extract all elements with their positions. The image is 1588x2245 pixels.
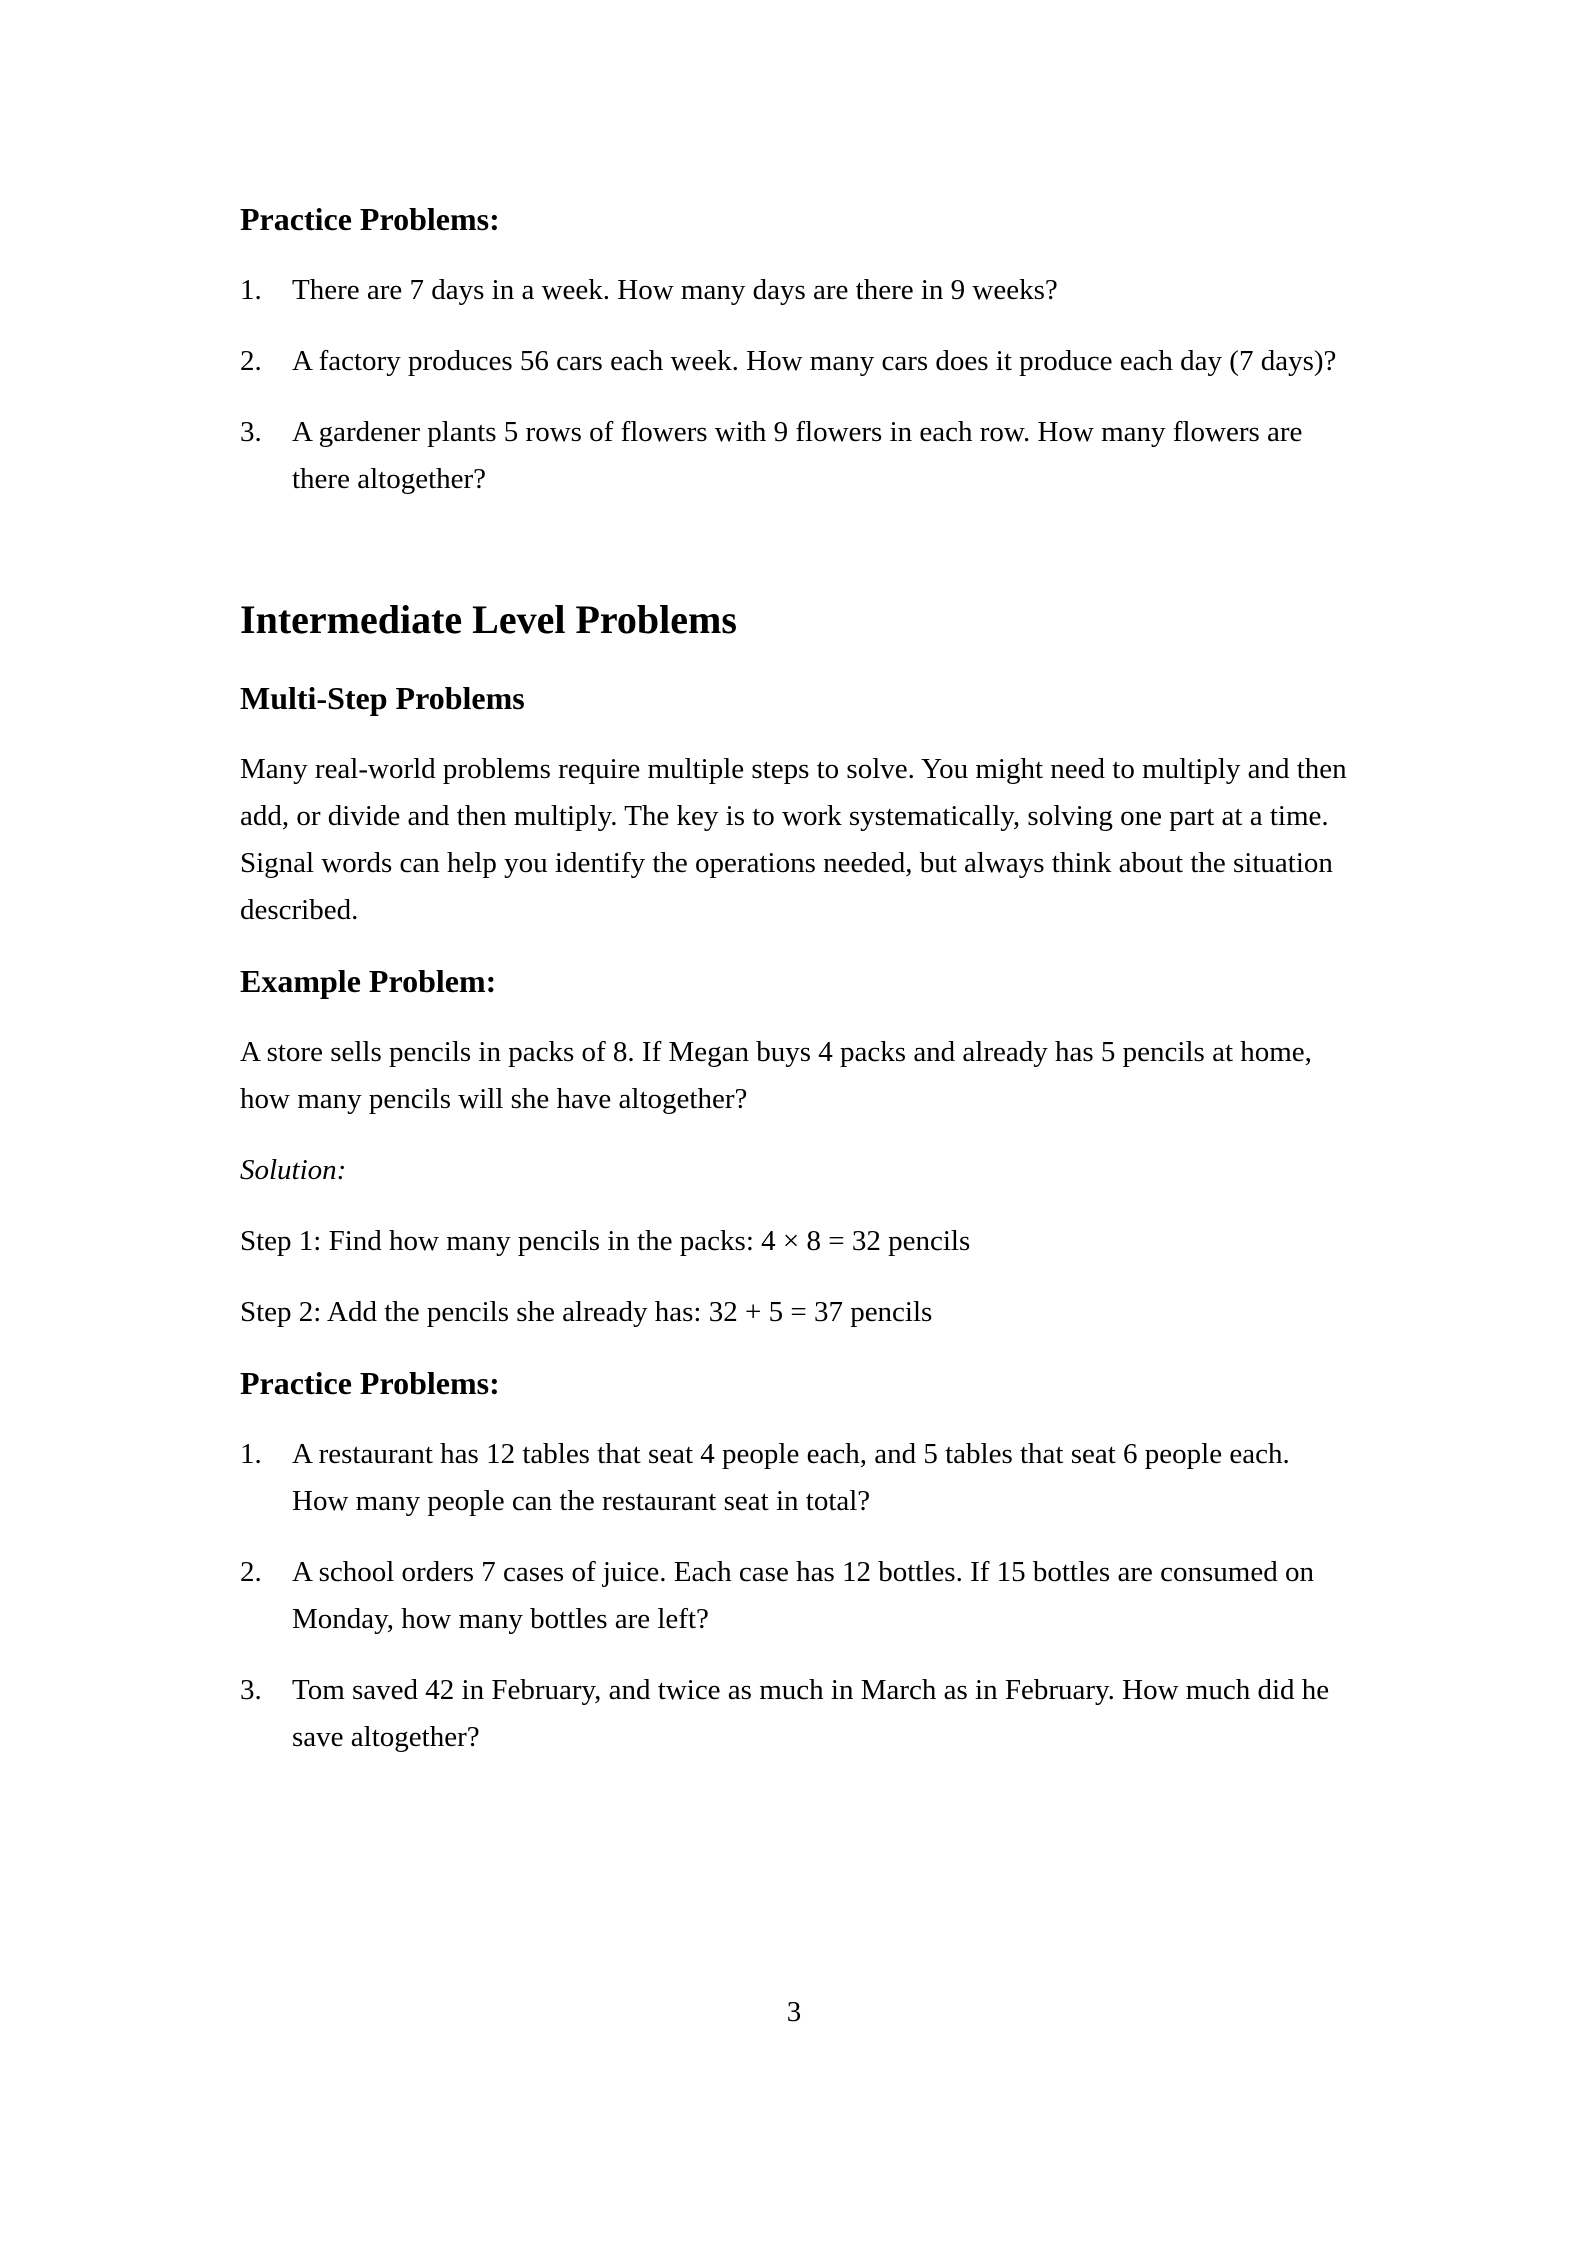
intermediate-section-title: Intermediate Level Problems <box>240 597 737 642</box>
intermediate-practice-problem-list <box>240 1431 1348 1761</box>
multi-step-problems-heading: Multi-Step Problems <box>240 680 525 716</box>
basic-problem-item-2 <box>240 338 1348 385</box>
example-problem-text: A store sells pencils in packs of 8. If Megan buys 4 packs and already has 5 pencils at home, how many pencils will she have altogether? <box>240 1036 1312 1115</box>
intermediate-problem-item-2 <box>240 1549 1348 1643</box>
problem-text: A restaurant has 12 tables that seat 4 people each, and 5 tables that seat 6 people each. How many people can the restaurant seat in total? <box>292 1438 1290 1517</box>
problem-marker: 1. <box>240 1438 262 1470</box>
intermediate-problem-item-3 <box>240 1667 1348 1761</box>
multi-step-intro-paragraph: Many real-world problems require multiple steps to solve. You might need to multiply and then add, or divide and then multiply. The key is to work systematically, solving one part at a time. Signal words can help you identify the operations needed, but always think about the situation described. <box>240 753 1347 926</box>
intermediate-practice-problems-heading: Practice Problems: <box>240 1365 500 1401</box>
page-content <box>240 196 1348 1785</box>
basic-practice-problems-heading: Practice Problems: <box>240 201 500 237</box>
page-footer <box>0 1992 1588 2032</box>
problem-text: There are 7 days in a week. How many days are there in 9 weeks? <box>292 274 1058 306</box>
problem-text: A school orders 7 cases of juice. Each case has 12 bottles. If 15 bottles are consumed on Monday, how many bottles are left? <box>292 1556 1314 1635</box>
intermediate-problem-item-1 <box>240 1431 1348 1525</box>
problem-text: Tom saved 42 in February, and twice as much in March as in February. How much did he save altogether? <box>292 1674 1330 1753</box>
basic-problem-item-3 <box>240 409 1348 503</box>
problem-marker: 3. <box>240 1674 262 1706</box>
example-problem-heading: Example Problem: <box>240 963 497 999</box>
problem-marker: 2. <box>240 1556 262 1588</box>
solution-step-2: Step 2: Add the pencils she already has: 32 + 5 = 37 pencils <box>240 1296 933 1328</box>
solution-step-1: Step 1: Find how many pencils in the packs: 4 × 8 = 32 pencils <box>240 1225 971 1257</box>
problem-text: A gardener plants 5 rows of flowers with 9 flowers in each row. How many flowers are there altogether? <box>292 416 1303 495</box>
problem-text: A factory produces 56 cars each week. How many cars does it produce each day (7 days)? <box>292 345 1337 377</box>
basic-practice-problem-list <box>240 267 1348 503</box>
page-number: 3 <box>786 1996 802 2028</box>
solution-label: Solution: <box>240 1154 347 1186</box>
problem-marker: 3. <box>240 416 262 448</box>
problem-marker: 2. <box>240 345 262 377</box>
basic-problem-item-1 <box>240 267 1348 314</box>
problem-marker: 1. <box>240 274 262 306</box>
